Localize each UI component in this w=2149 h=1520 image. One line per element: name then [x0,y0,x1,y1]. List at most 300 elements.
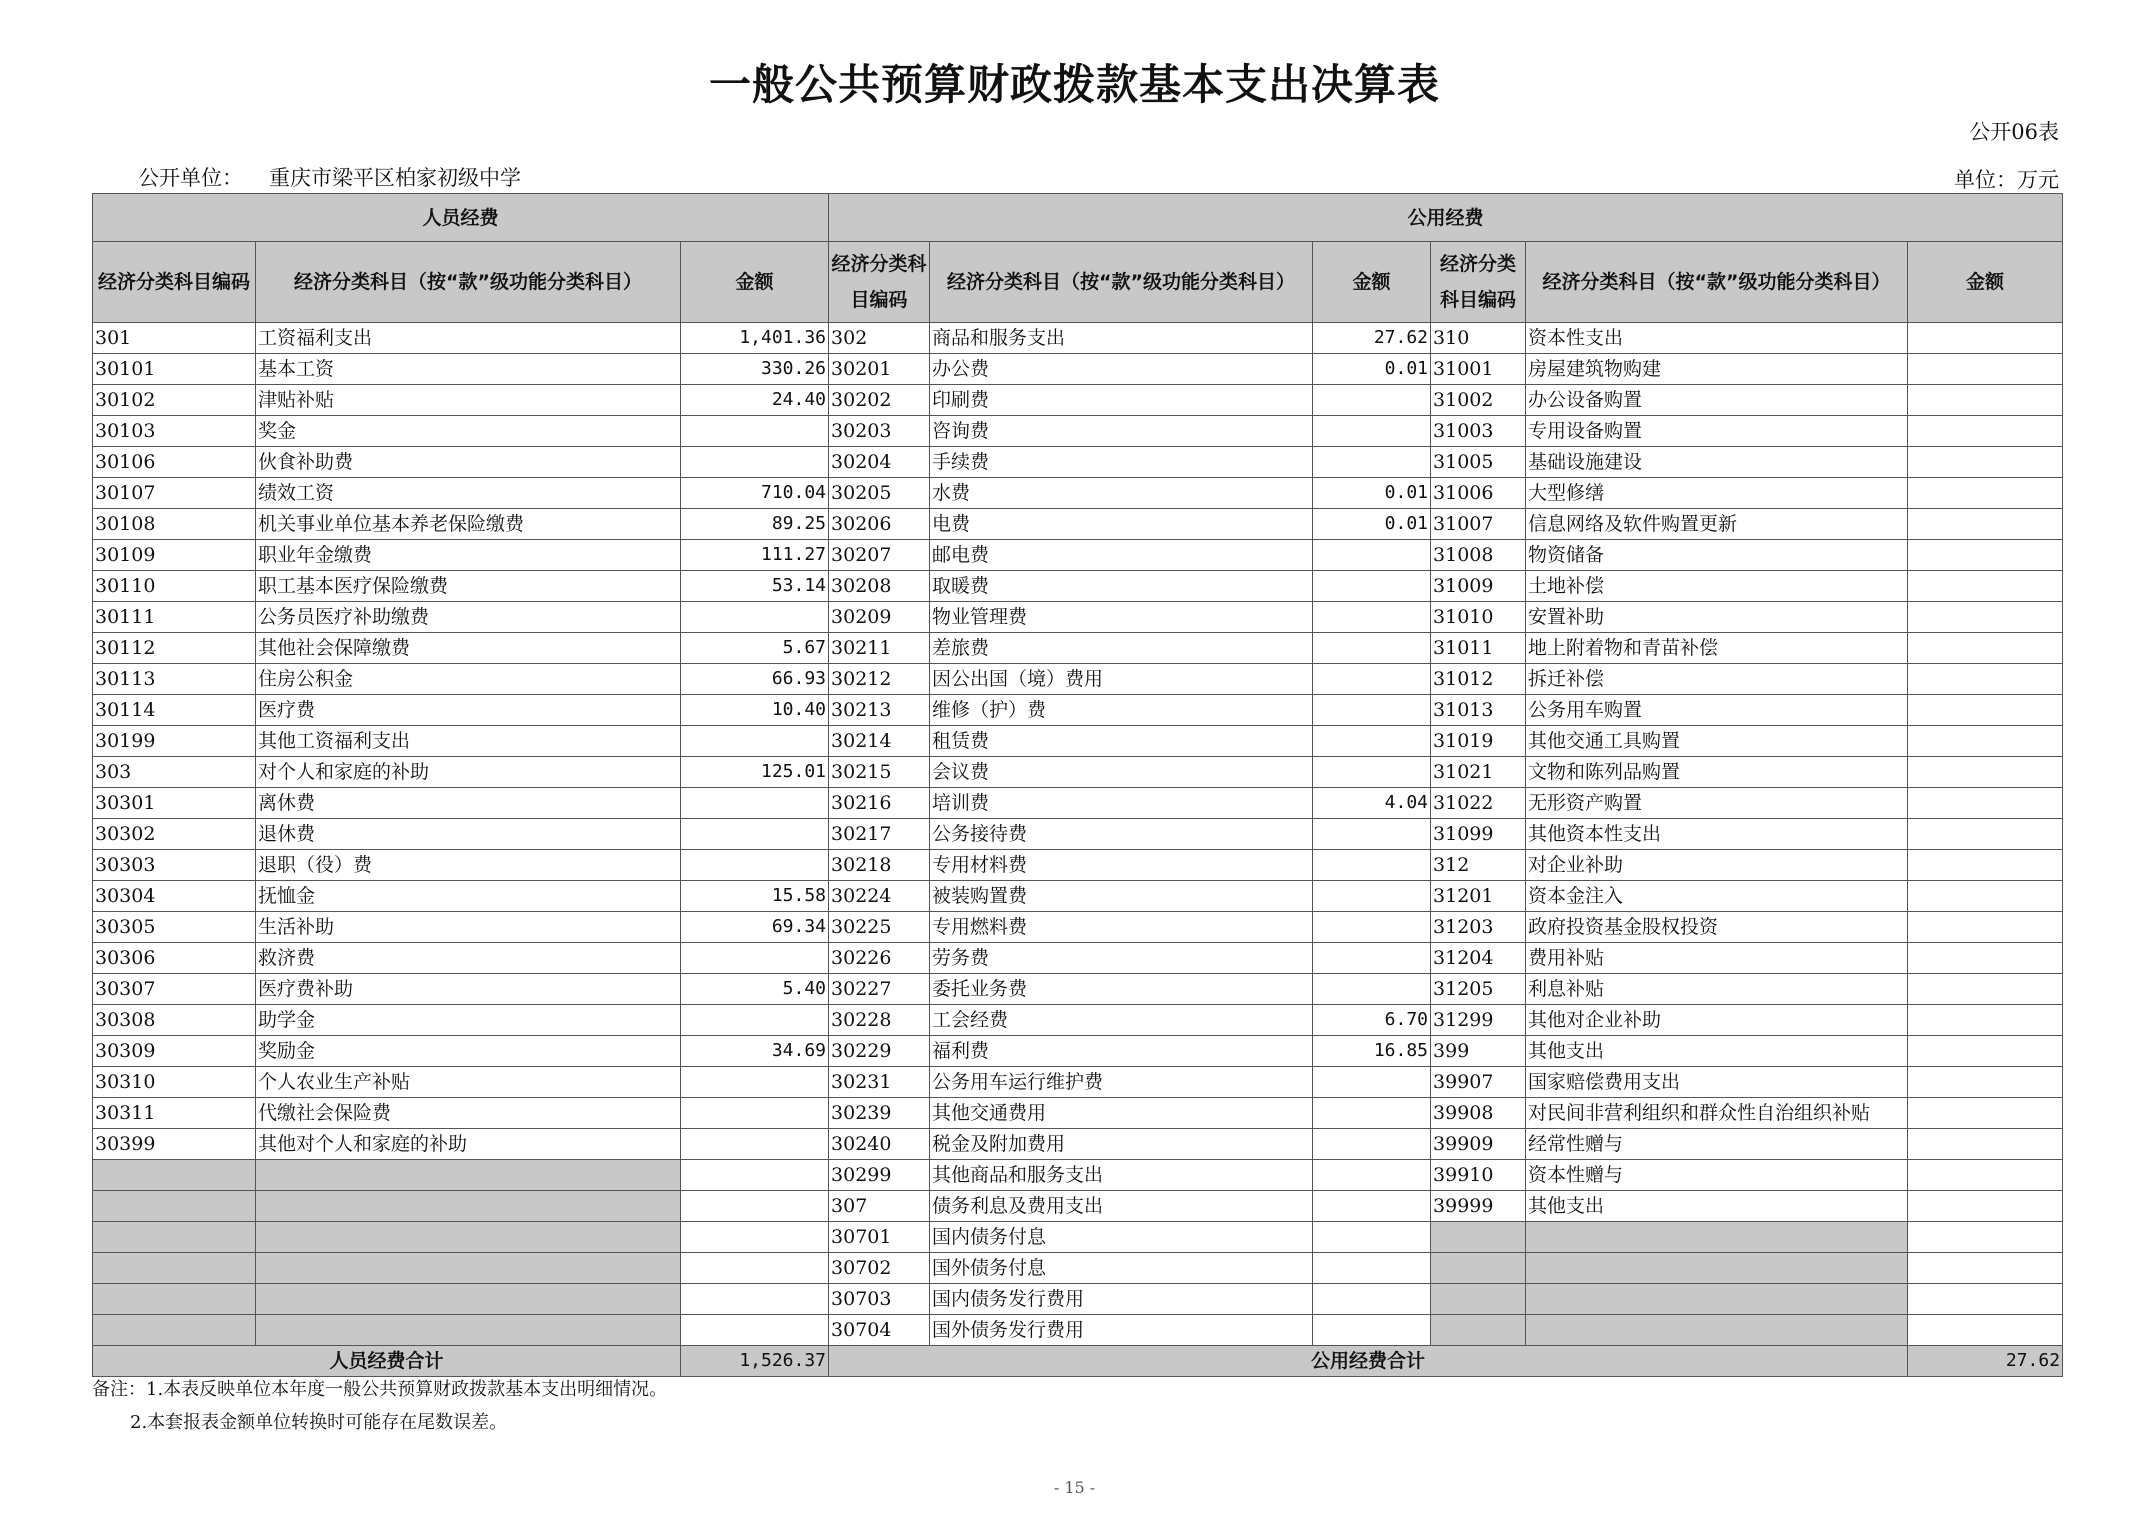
amount-cell [1908,943,2063,974]
code-cell: 30107 [93,478,256,509]
name-cell: 资本性支出 [1526,323,1908,354]
code-cell: 30201 [829,354,930,385]
code-cell: 31203 [1431,912,1526,943]
name-cell: 委托业务费 [930,974,1313,1005]
amount-cell: 0.01 [1313,509,1431,540]
name-cell: 资本性赠与 [1526,1160,1908,1191]
name-cell: 国内债务付息 [930,1222,1313,1253]
name-cell: 办公设备购置 [1526,385,1908,416]
name-cell: 培训费 [930,788,1313,819]
amount-cell [1908,695,2063,726]
name-cell: 机关事业单位基本养老保险缴费 [256,509,681,540]
name-cell [1526,1253,1908,1284]
code-cell: 30224 [829,881,930,912]
col-header-amount: 金额 [1313,242,1431,323]
code-cell: 30307 [93,974,256,1005]
table-row [93,695,2063,726]
amount-cell [1908,726,2063,757]
name-cell: 税金及附加费用 [930,1129,1313,1160]
code-cell [1431,1253,1526,1284]
name-cell: 政府投资基金股权投资 [1526,912,1908,943]
code-cell: 307 [829,1191,930,1222]
code-cell: 30299 [829,1160,930,1191]
col-header-code: 经济分类科目编码 [829,242,930,323]
amount-cell [1313,912,1431,943]
amount-cell [1313,416,1431,447]
code-cell: 30702 [829,1253,930,1284]
amount-cell [1313,943,1431,974]
amount-cell [1908,757,2063,788]
table-row [93,540,2063,571]
name-cell: 国内债务发行费用 [930,1284,1313,1315]
code-cell [93,1160,256,1191]
amount-cell [1908,974,2063,1005]
name-cell: 租赁费 [930,726,1313,757]
amount-cell [1313,1067,1431,1098]
name-cell [256,1222,681,1253]
table-row [93,726,2063,757]
amount-cell: 0.01 [1313,478,1431,509]
table-row [93,881,2063,912]
amount-cell: 125.01 [681,757,829,788]
amount-cell [681,1129,829,1160]
code-cell: 30308 [93,1005,256,1036]
code-cell: 39908 [1431,1098,1526,1129]
name-cell: 对个人和家庭的补助 [256,757,681,788]
table-row [93,323,2063,354]
amount-cell [1908,416,2063,447]
code-cell [1431,1315,1526,1346]
table-row [93,602,2063,633]
name-cell: 经常性赠与 [1526,1129,1908,1160]
name-cell: 办公费 [930,354,1313,385]
name-cell [256,1191,681,1222]
code-cell: 30205 [829,478,930,509]
name-cell: 安置补助 [1526,602,1908,633]
personnel-total-label: 人员经费合计 [93,1346,681,1377]
name-cell: 住房公积金 [256,664,681,695]
code-cell: 30306 [93,943,256,974]
amount-cell [681,1067,829,1098]
name-cell: 信息网络及软件购置更新 [1526,509,1908,540]
amount-cell [1908,1253,2063,1284]
code-cell: 31019 [1431,726,1526,757]
table-row [93,1005,2063,1036]
note-line: 2.本套报表金额单位转换时可能存在尾数误差。 [130,1412,508,1433]
name-cell: 公务员医疗补助缴费 [256,602,681,633]
table-row [93,354,2063,385]
code-cell: 30309 [93,1036,256,1067]
code-cell: 303 [93,757,256,788]
amount-cell [681,1222,829,1253]
name-cell: 福利费 [930,1036,1313,1067]
reporting-unit [138,162,521,192]
amount-cell [1908,385,2063,416]
name-cell: 无形资产购置 [1526,788,1908,819]
amount-cell [1908,1284,2063,1315]
amount-cell [1313,1098,1431,1129]
section-header-public: 公用经费 [829,194,2063,242]
amount-cell: 15.58 [681,881,829,912]
amount-cell [1908,664,2063,695]
amount-cell [1908,602,2063,633]
table-row [93,1067,2063,1098]
amount-cell [1908,633,2063,664]
code-cell: 30217 [829,819,930,850]
amount-cell: 330.26 [681,354,829,385]
amount-cell [1313,974,1431,1005]
code-cell: 31001 [1431,354,1526,385]
code-cell: 30704 [829,1315,930,1346]
amount-cell: 27.62 [1313,323,1431,354]
table-row [93,1253,2063,1284]
amount-cell [1313,1315,1431,1346]
amount-cell [1908,1005,2063,1036]
code-cell: 30211 [829,633,930,664]
code-cell: 30703 [829,1284,930,1315]
name-cell: 工资福利支出 [256,323,681,354]
name-cell: 助学金 [256,1005,681,1036]
public-total-value: 27.62 [1908,1346,2063,1377]
col-header-amount: 金额 [1908,242,2063,323]
name-cell: 工会经费 [930,1005,1313,1036]
name-cell: 退休费 [256,819,681,850]
name-cell: 其他支出 [1526,1191,1908,1222]
table-row [93,1129,2063,1160]
amount-cell [1313,1160,1431,1191]
code-cell: 30111 [93,602,256,633]
code-cell: 30215 [829,757,930,788]
code-cell: 30212 [829,664,930,695]
code-cell: 302 [829,323,930,354]
amount-cell [681,1160,829,1191]
code-cell: 30229 [829,1036,930,1067]
name-cell: 电费 [930,509,1313,540]
code-cell: 30204 [829,447,930,478]
code-cell: 30114 [93,695,256,726]
amount-cell [1908,1160,2063,1191]
amount-cell: 1,401.36 [681,323,829,354]
amount-cell [1908,1098,2063,1129]
form-number: 公开06表 [1969,120,2059,144]
name-cell: 伙食补助费 [256,447,681,478]
code-cell: 39910 [1431,1160,1526,1191]
name-cell: 对民间非营利组织和群众性自治组织补贴 [1526,1098,1908,1129]
name-cell: 奖金 [256,416,681,447]
code-cell: 30207 [829,540,930,571]
col-header-name: 经济分类科目（按“款”级功能分类科目） [930,242,1313,323]
code-cell: 310 [1431,323,1526,354]
amount-cell [681,726,829,757]
table-row [93,1098,2063,1129]
name-cell: 房屋建筑物购建 [1526,354,1908,385]
amount-cell [681,1284,829,1315]
code-cell: 31009 [1431,571,1526,602]
code-cell: 30228 [829,1005,930,1036]
name-cell: 离休费 [256,788,681,819]
name-cell: 其他资本性支出 [1526,819,1908,850]
reporting-unit-name: 重庆市梁平区柏家初级中学 [269,166,521,190]
amount-cell [1313,726,1431,757]
code-cell [93,1284,256,1315]
name-cell: 拆迁补偿 [1526,664,1908,695]
amount-cell: 0.01 [1313,354,1431,385]
name-cell: 专用设备购置 [1526,416,1908,447]
code-cell: 312 [1431,850,1526,881]
amount-cell [1313,571,1431,602]
code-cell: 31022 [1431,788,1526,819]
code-cell: 30113 [93,664,256,695]
name-cell: 其他支出 [1526,1036,1908,1067]
code-cell: 31299 [1431,1005,1526,1036]
code-cell [1431,1222,1526,1253]
amount-cell [681,447,829,478]
code-cell: 30227 [829,974,930,1005]
public-total-label: 公用经费合计 [829,1346,1908,1377]
name-cell: 商品和服务支出 [930,323,1313,354]
amount-cell [1313,881,1431,912]
section-header-personnel: 人员经费 [93,194,829,242]
total-row [93,1346,2063,1377]
name-cell: 奖励金 [256,1036,681,1067]
amount-cell [1313,664,1431,695]
name-cell [256,1284,681,1315]
code-cell: 30109 [93,540,256,571]
code-cell [93,1222,256,1253]
expenditure-table [92,193,2063,1377]
amount-cell [1908,881,2063,912]
code-cell: 31011 [1431,633,1526,664]
code-cell: 30106 [93,447,256,478]
name-cell: 津贴补贴 [256,385,681,416]
amount-cell [1908,1129,2063,1160]
reporting-unit-label: 公开单位： [138,166,243,190]
name-cell: 其他商品和服务支出 [930,1160,1313,1191]
name-cell: 医疗费补助 [256,974,681,1005]
table-row [93,571,2063,602]
amount-cell [1313,633,1431,664]
code-cell: 30305 [93,912,256,943]
amount-cell [1313,385,1431,416]
amount-cell [1908,571,2063,602]
code-cell: 30203 [829,416,930,447]
name-cell: 国家赔偿费用支出 [1526,1067,1908,1098]
col-header-name: 经济分类科目（按“款”级功能分类科目） [256,242,681,323]
code-cell: 31003 [1431,416,1526,447]
name-cell: 公务接待费 [930,819,1313,850]
code-cell: 39907 [1431,1067,1526,1098]
code-cell: 30108 [93,509,256,540]
name-cell: 其他对个人和家庭的补助 [256,1129,681,1160]
amount-cell [1908,509,2063,540]
amount-cell: 710.04 [681,478,829,509]
table-row [93,912,2063,943]
code-cell: 31021 [1431,757,1526,788]
code-cell: 31010 [1431,602,1526,633]
page-title: 一般公共预算财政拨款基本支出决算表 [708,60,1440,109]
amount-cell: 10.40 [681,695,829,726]
name-cell: 其他交通费用 [930,1098,1313,1129]
code-cell: 30239 [829,1098,930,1129]
amount-cell: 5.67 [681,633,829,664]
code-cell [1431,1284,1526,1315]
table-row [93,1222,2063,1253]
name-cell: 因公出国（境）费用 [930,664,1313,695]
name-cell: 大型修缮 [1526,478,1908,509]
amount-cell [1908,1222,2063,1253]
code-cell: 30110 [93,571,256,602]
code-cell: 31012 [1431,664,1526,695]
name-cell: 公务用车运行维护费 [930,1067,1313,1098]
name-cell: 水费 [930,478,1313,509]
name-cell: 物资储备 [1526,540,1908,571]
code-cell: 31099 [1431,819,1526,850]
note-line: 备注：1.本表反映单位本年度一般公共预算财政拨款基本支出明细情况。 [92,1379,668,1400]
name-cell: 个人农业生产补贴 [256,1067,681,1098]
code-cell: 31006 [1431,478,1526,509]
col-header-amount: 金额 [681,242,829,323]
name-cell: 国外债务付息 [930,1253,1313,1284]
name-cell: 公务用车购置 [1526,695,1908,726]
name-cell: 被装购置费 [930,881,1313,912]
amount-cell: 89.25 [681,509,829,540]
amount-cell [1313,1253,1431,1284]
code-cell [93,1315,256,1346]
table-row [93,1315,2063,1346]
name-cell: 其他交通工具购置 [1526,726,1908,757]
name-cell: 土地补偿 [1526,571,1908,602]
code-cell: 30303 [93,850,256,881]
table-row [93,664,2063,695]
name-cell: 地上附着物和青苗补偿 [1526,633,1908,664]
amount-cell: 4.04 [1313,788,1431,819]
code-cell: 30302 [93,819,256,850]
amount-cell [1908,323,2063,354]
name-cell: 取暖费 [930,571,1313,602]
code-cell: 31008 [1431,540,1526,571]
amount-cell: 24.40 [681,385,829,416]
name-cell: 其他社会保障缴费 [256,633,681,664]
code-cell: 30216 [829,788,930,819]
name-cell: 职业年金缴费 [256,540,681,571]
table-row [93,788,2063,819]
name-cell: 基础设施建设 [1526,447,1908,478]
name-cell: 其他对企业补助 [1526,1005,1908,1036]
table-row [93,974,2063,1005]
amount-cell [1313,1284,1431,1315]
amount-cell [681,1098,829,1129]
code-cell: 30208 [829,571,930,602]
amount-cell: 6.70 [1313,1005,1431,1036]
amount-cell: 16.85 [1313,1036,1431,1067]
code-cell: 30701 [829,1222,930,1253]
amount-cell [1313,850,1431,881]
col-header-code: 经济分类科目编码 [93,242,256,323]
amount-cell [1908,788,2063,819]
code-cell: 31002 [1431,385,1526,416]
name-cell: 国外债务发行费用 [930,1315,1313,1346]
name-cell: 劳务费 [930,943,1313,974]
code-cell: 31013 [1431,695,1526,726]
code-cell: 39999 [1431,1191,1526,1222]
amount-cell: 69.34 [681,912,829,943]
name-cell: 救济费 [256,943,681,974]
name-cell: 生活补助 [256,912,681,943]
amount-cell [681,1191,829,1222]
table-row [93,1191,2063,1222]
name-cell: 费用补贴 [1526,943,1908,974]
code-cell: 30214 [829,726,930,757]
code-cell: 30226 [829,943,930,974]
page-number: - 15 - [1053,1478,1096,1497]
code-cell: 39909 [1431,1129,1526,1160]
amount-cell [1313,447,1431,478]
name-cell: 其他工资福利支出 [256,726,681,757]
table-row [93,416,2063,447]
name-cell [1526,1315,1908,1346]
amount-cell [1313,819,1431,850]
amount-cell [681,1315,829,1346]
amount-cell [1313,1191,1431,1222]
table-row [93,757,2063,788]
code-cell: 31204 [1431,943,1526,974]
table-row [93,447,2063,478]
amount-cell [681,850,829,881]
amount-cell [681,416,829,447]
name-cell: 绩效工资 [256,478,681,509]
amount-cell [681,602,829,633]
amount-cell [1908,1315,2063,1346]
code-cell: 30240 [829,1129,930,1160]
name-cell: 邮电费 [930,540,1313,571]
name-cell [1526,1284,1908,1315]
name-cell [256,1160,681,1191]
code-cell: 30101 [93,354,256,385]
table-row [93,943,2063,974]
amount-cell [1908,354,2063,385]
amount-cell: 5.40 [681,974,829,1005]
code-cell: 30311 [93,1098,256,1129]
col-header-code: 经济分类科目编码 [1431,242,1526,323]
table-row [93,385,2063,416]
table-row [93,1036,2063,1067]
name-cell: 代缴社会保险费 [256,1098,681,1129]
table-row [93,1284,2063,1315]
name-cell: 维修（护）费 [930,695,1313,726]
name-cell: 专用燃料费 [930,912,1313,943]
table-row [93,819,2063,850]
name-cell: 基本工资 [256,354,681,385]
amount-cell: 53.14 [681,571,829,602]
name-cell: 专用材料费 [930,850,1313,881]
amount-cell: 66.93 [681,664,829,695]
code-cell: 31201 [1431,881,1526,912]
name-cell: 资本金注入 [1526,881,1908,912]
amount-cell [681,819,829,850]
code-cell: 30213 [829,695,930,726]
code-cell: 30199 [93,726,256,757]
table-row [93,509,2063,540]
code-cell: 30206 [829,509,930,540]
code-cell: 30103 [93,416,256,447]
currency-unit: 单位：万元 [1954,168,2059,192]
code-cell: 30202 [829,385,930,416]
amount-cell [1313,602,1431,633]
table-row [93,633,2063,664]
name-cell: 债务利息及费用支出 [930,1191,1313,1222]
name-cell: 职工基本医疗保险缴费 [256,571,681,602]
amount-cell [1908,850,2063,881]
